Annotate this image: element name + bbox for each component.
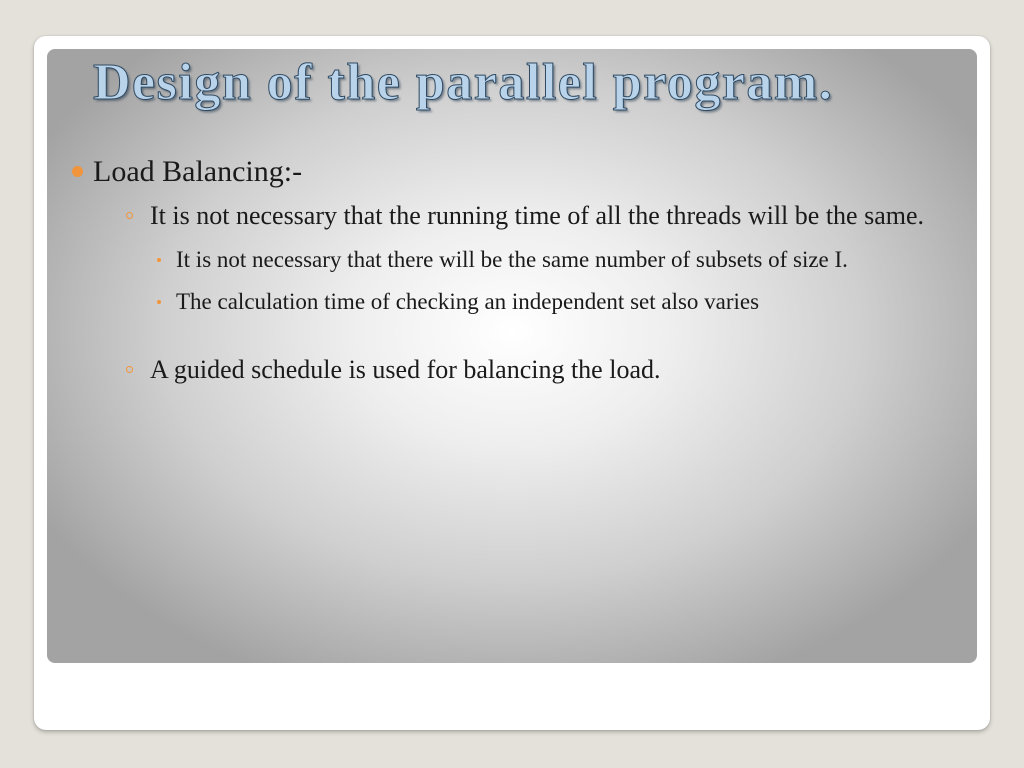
subbullet-running-time	[126, 196, 952, 236]
bullet-load-balancing	[72, 153, 952, 191]
subsubbullet-text: The calculation time of checking an independent set also varies	[176, 289, 760, 314]
subsubbullet-text: It is not necessary that there will be the same number of subsets of size I.	[176, 247, 848, 272]
small-dot-bullet-icon	[157, 258, 161, 262]
bullet-text: Load Balancing:-	[93, 155, 303, 188]
subsubbullet-subsets	[153, 242, 952, 278]
bullet-dot-icon	[72, 166, 83, 177]
subbullet-text: It is not necessary that the running time of all the threads will be the same.	[150, 201, 925, 230]
slide-panel	[47, 49, 977, 663]
slide-content	[72, 153, 952, 390]
small-dot-bullet-icon	[157, 300, 161, 304]
ring-bullet-icon	[126, 366, 133, 373]
subbullet-guided	[126, 350, 952, 390]
ring-bullet-icon	[126, 212, 133, 219]
subsubbullet-calc-time	[153, 284, 952, 320]
slide-title: Design of the parallel program.	[93, 54, 834, 111]
subbullet-text: A guided schedule is used for balancing the load.	[150, 355, 661, 384]
